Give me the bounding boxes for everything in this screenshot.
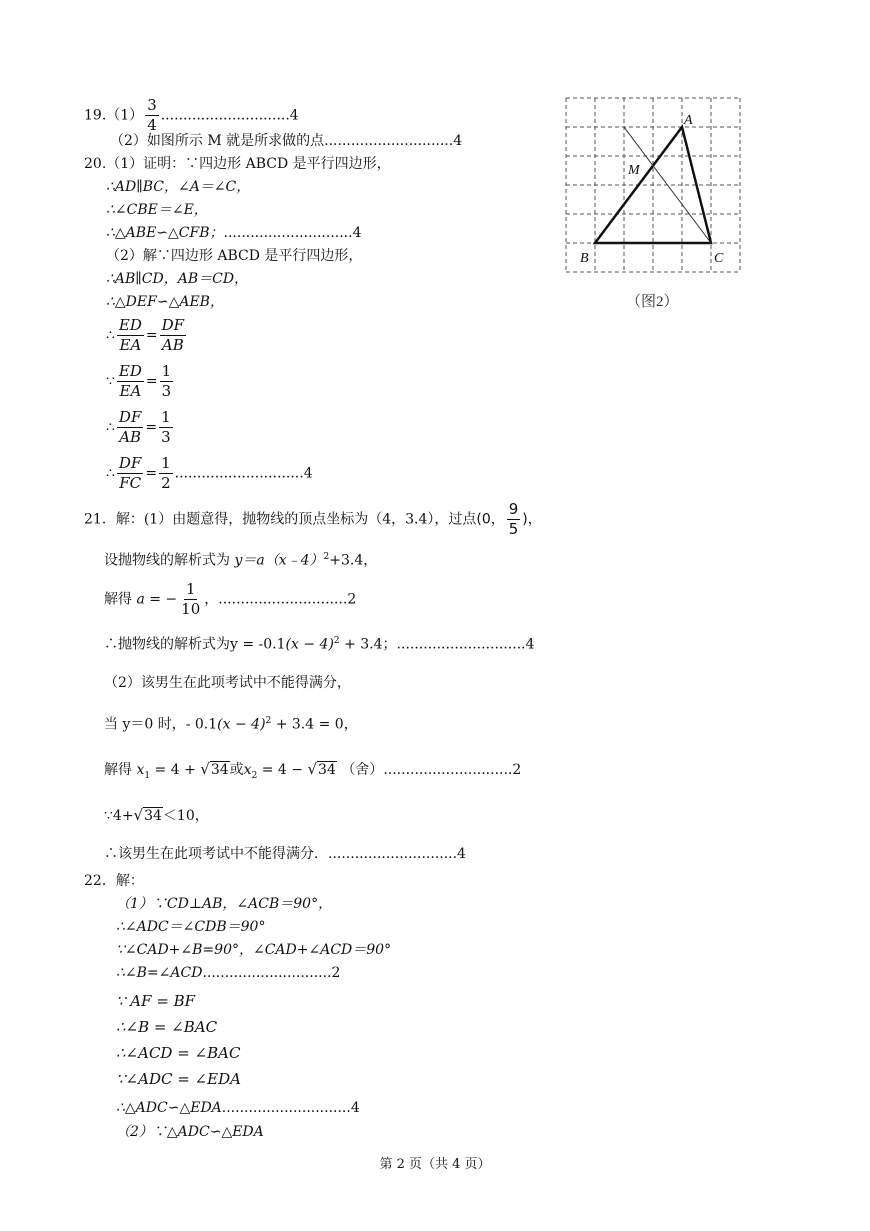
q22-line9: ∴△ADC∽△EDA.............................4 — [116, 1100, 360, 1116]
q22-line6: ∴∠B = ∠BAC — [116, 1018, 218, 1036]
label-a: A — [684, 113, 693, 128]
score-dots: ，.............................2 — [204, 591, 357, 608]
q21-line9: ∴该男生在此项考试中不能得满分．.............................4 — [104, 846, 466, 862]
q22-line8: ∵∠ADC = ∠EDA — [116, 1070, 241, 1088]
q20-fraction-eq1: ∴ $\frac{ED}{EA}$ = $\frac{DF}{AB}$ — [106, 316, 185, 354]
score-dots: .............................4 — [221, 1100, 360, 1116]
q20-line1: 20.（1）证明：∵四边形 ABCD 是平行四边形， — [84, 156, 391, 172]
q19-fraction: $\frac{3}{4}$ — [147, 96, 157, 134]
q21-line4: ∴抛物线的解析式为$y = -0.1(x - 4)^2 + 3.4$；.............................4 — [104, 636, 535, 653]
q21-line6: 当 y＝0 时，- $0.1(x - 4)^2 + 3.4 = 0$， — [104, 716, 358, 733]
score-dots: .............................4 — [174, 465, 313, 482]
q21-line8: ∵4+√34＜10， — [104, 806, 209, 824]
q22-label: 22．解： — [84, 873, 144, 889]
q19-part2: （2）如图所示 M 就是所求做的点.............................4 — [110, 133, 463, 149]
q20-fraction-eq4: ∴ $\frac{DF}{FC}$ = $\frac{1}{2}$ .............................4 — [106, 454, 313, 492]
q21-line7: 解得 $x_1 = 4 + √34$或$x_2 = 4 - √34$ （舍）.............................2 — [104, 760, 522, 781]
figure-caption: （图2） — [626, 294, 679, 310]
score-dots: .............................2 — [202, 965, 341, 981]
q21-line3: 解得 a = − $\frac{1}{10}$ ，.............................2 — [104, 580, 357, 618]
q20-line3: ∴∠CBE＝∠E， — [106, 202, 208, 218]
q20-label: 20. — [84, 156, 107, 172]
q19-part1: 19.（1） $\frac{3}{4}$ .............................4 — [84, 96, 299, 134]
score-dots: ；.............................4 — [382, 636, 535, 653]
q22-line5: ∵ AF = BF — [116, 992, 196, 1010]
q20-line6: ∴AB∥CD，AB＝CD， — [106, 271, 249, 287]
q22-line2: ∴∠ADC＝∠CDB＝90° — [116, 919, 266, 935]
q21-label: 21． — [84, 511, 116, 528]
q20-fraction-eq3: ∴ $\frac{DF}{AB}$ = $\frac{1}{3}$ — [106, 408, 171, 446]
score-dots: .............................4 — [328, 846, 466, 862]
score-dots: .............................4 — [223, 225, 362, 241]
q22-line10: （2）∵△ADC∽△EDA — [116, 1124, 264, 1140]
label-c: C — [714, 251, 724, 266]
q20-line5: （2）解∵四边形 ABCD 是平行四边形， — [106, 248, 363, 264]
q22-line1: （1）∵CD⊥AB，∠ACB＝90°， — [116, 896, 333, 912]
q20-line2: ∴AD∥BC，∠A＝∠C， — [106, 179, 251, 195]
q20-line4: ∴△ABE∽△CFB；.............................4 — [106, 225, 362, 241]
score-dots: .............................2 — [383, 762, 522, 778]
q20-line7: ∴△DEF∽△AEB， — [106, 294, 224, 310]
figure-2-grid-triangle — [560, 92, 750, 322]
q20-fraction-eq2: ∵ $\frac{ED}{EA}$ = $\frac{1}{3}$ — [106, 362, 172, 400]
q22-line7: ∴∠ACD = ∠BAC — [116, 1044, 241, 1062]
dashed-grid — [566, 98, 740, 272]
score-dots: .............................4 — [324, 133, 463, 149]
q21-line5: （2）该男生在此项考试中不能得满分， — [104, 675, 351, 691]
label-m: M — [628, 163, 640, 178]
q22-line3: ∵∠CAD+∠B=90°，∠CAD+∠ACD＝90° — [116, 942, 392, 958]
label-b: B — [580, 251, 589, 266]
q21-line1: 21．解：(1）由题意得，抛物线的顶点坐标为（4，3.4），过点(0， $\frac{9}{5}$ )， — [84, 500, 542, 538]
page-footer: 第 2 页（共 4 页） — [379, 1157, 491, 1172]
q22-line4: ∴∠B=∠ACD.............................2 — [116, 965, 341, 981]
score-dots: .............................4 — [160, 107, 299, 124]
q21-line2: 设抛物线的解析式为 y＝a（x﹣4）$^2$+3.4， — [104, 552, 378, 569]
q19-label: 19. — [84, 107, 107, 124]
